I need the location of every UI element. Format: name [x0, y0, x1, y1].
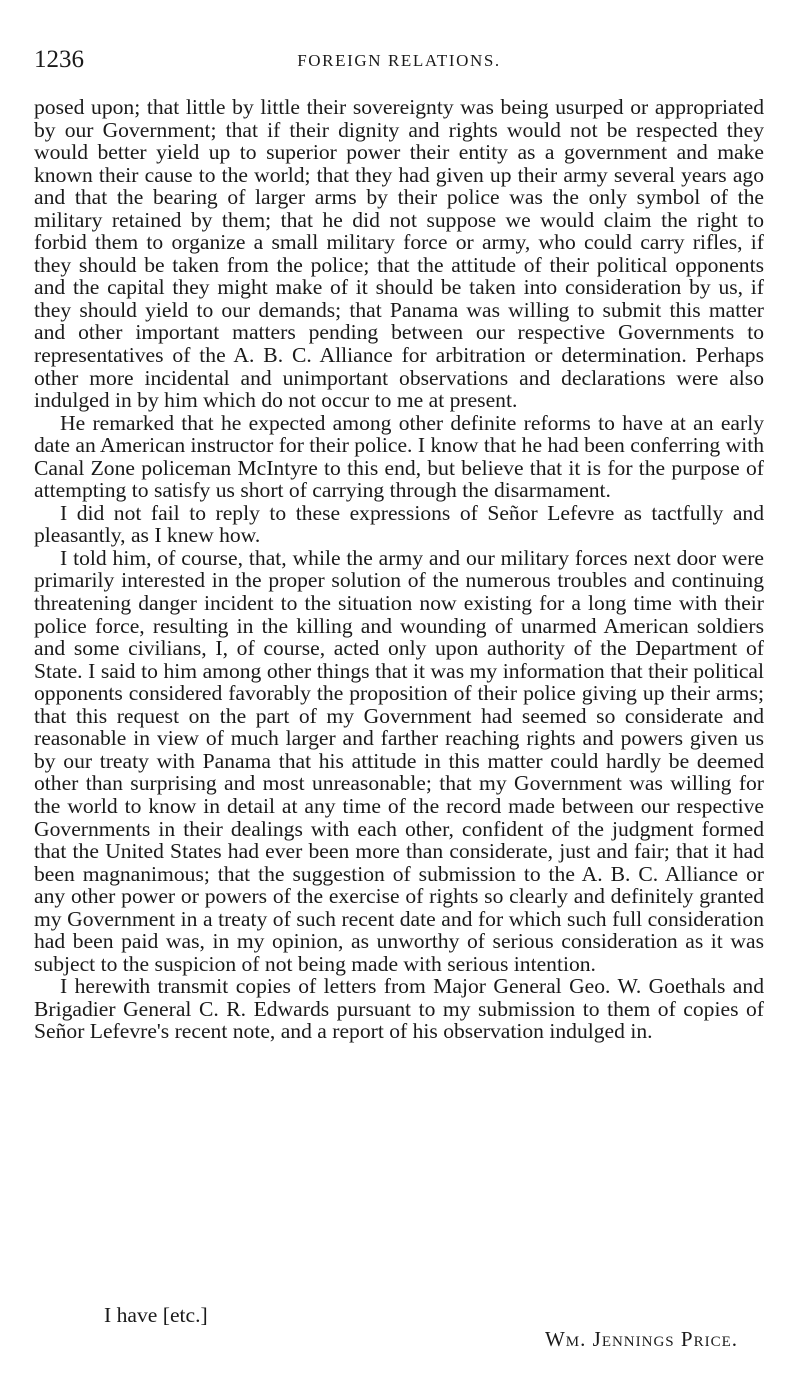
signature: Wm. Jennings Price. — [544, 1327, 738, 1351]
paragraph-reply: I did not fail to reply to these expressions of Señor Lefevre as tactfully and pleasantly, as I knew how. — [34, 500, 764, 548]
letter-body — [34, 96, 764, 1043]
paragraph-continuation: posed upon; that little by little their sovereignty was being usurped or appropriated by our Government; that if their dignity and rights would not be respected they would better yield up to superior power their entity as a government and make known their cause to the world; that they had given up their army several years ago and that the bearing of larger arms by their police was the only symbol of the military retained by them; that he did not suppose we would claim the right to forbid them to organize a small military force or army, who could carry rifles, if they should be taken from the police; that the attitude of their political opponents and the capital they might make of it should be taken into consideration by us, if they should yield to our demands; that Panama was willing to submit this matter and other important matters pending between our respective Governments to representatives of the A. B. C. Alliance for arbitration or determination. Perhaps other more incidental and unimportant observations and declarations were also indulged in by him which do not occur to me at present. — [34, 95, 764, 413]
paragraph-told-him: I told him, of course, that, while the army and our military forces next door were primarily interested in the proper solution of the numerous troubles and continuing threatening danger incident to the situation now existing for a long time with their police force, resulting in the killing and wounding of unarmed American soldiers and some civilians, I, of course, acted only upon authority of the Department of State. I said to him among other things that it was my information that their political opponents considered favorably the proposition of their police giving up their arms; that this request on the part of my Government had seemed so considerate and reasonable in view of much larger and farther reaching rights and powers given us by our treaty with Panama that his attitude in this matter could hardly be deemed other than surprising and most unreasonable; that my Government was willing for the world to know in detail at any time of the record made between our respective Governments in their dealings with each other, confident of the judgment formed that the United States had ever been more than considerate, just and fair; that it had been magnanimous; that the suggestion of submission to the A. B. C. Alliance or any other power or powers of the exercise of rights so clearly and definitely granted my Government in a treaty of such recent date and for which such full consideration had been paid was, in my opinion, as unworthy of serious consideration as it was subject to the suspicion of not being made with serious intention. — [34, 545, 764, 976]
closing-line: I have [etc.] — [104, 1303, 208, 1327]
paragraph-police-instructor: He remarked that he expected among other definite reforms to have at an early date an American instructor for their police. I know that he had been conferring with Canal Zone policeman McIntyre to this end, but believe that it is for the purpose of attempting to satisfy us short of carrying through the disarmament. — [34, 410, 764, 503]
paragraph-transmit-copies: I herewith transmit copies of letters from Major General Geo. W. Goethals and Brigadier General C. R. Edwards pursuant to my submission to them of copies of Señor Lefevre's recent note, and a report of his observation indulged in. — [34, 974, 764, 1044]
running-title: FOREIGN RELATIONS. — [297, 51, 501, 70]
page-header — [34, 44, 764, 76]
page-number: 1236 — [34, 46, 84, 73]
